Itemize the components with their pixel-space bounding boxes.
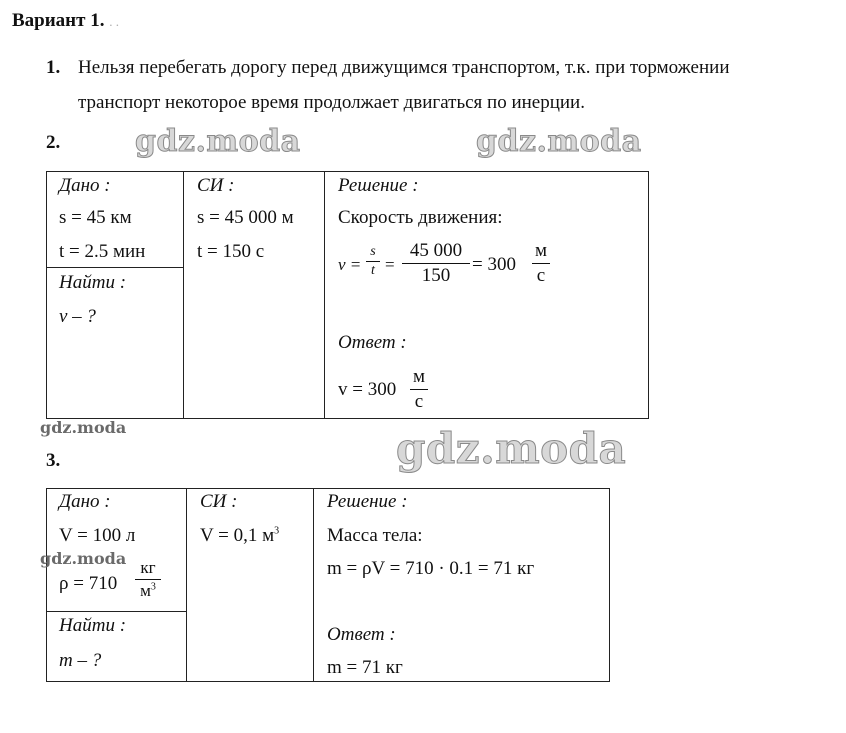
variant-title-text: Вариант 1. bbox=[12, 10, 105, 31]
watermark-4: gdz.moda bbox=[396, 424, 627, 473]
task3-si-V-exp: 3 bbox=[274, 525, 280, 537]
watermark-1: gdz.moda bbox=[135, 124, 301, 159]
task3-given-V: V = 100 л bbox=[59, 525, 136, 546]
watermark-2: gdz.moda bbox=[476, 124, 642, 159]
task3-answer-value: m = 71 кг bbox=[327, 657, 403, 678]
task3-si-V-base: V = 0,1 м bbox=[200, 525, 275, 546]
variant-dots: . . bbox=[109, 14, 119, 29]
task3-rho-unit-den bbox=[135, 581, 161, 601]
task2-solution-header: Решение : bbox=[338, 175, 419, 196]
task3-si-header: СИ : bbox=[200, 491, 238, 512]
task3-table bbox=[46, 488, 610, 682]
task2-find-v: v – ? bbox=[59, 306, 96, 327]
task2-fraction-num: 45 000 bbox=[409, 240, 463, 261]
task2-answer-header: Ответ : bbox=[338, 332, 407, 353]
task2-fraction-bar-2 bbox=[402, 263, 470, 264]
watermark-5: gdz.moda bbox=[40, 549, 127, 568]
task2-formula-eq: = bbox=[385, 255, 395, 274]
task2-si-header: СИ : bbox=[197, 175, 235, 196]
task2-answer-unit-den: с bbox=[414, 391, 424, 412]
task1-number: 1. bbox=[46, 57, 61, 78]
task3-solution-header: Решение : bbox=[327, 491, 408, 512]
task2-si-t: t = 150 с bbox=[197, 241, 265, 262]
task2-divider-2 bbox=[324, 171, 325, 419]
task2-fraction-s: s bbox=[370, 244, 376, 259]
task2-find-header: Найти : bbox=[59, 272, 127, 293]
task3-find-m: m – ? bbox=[59, 650, 102, 671]
task3-rho-unit-den-exp: 3 bbox=[150, 581, 156, 593]
task3-divider-1 bbox=[186, 488, 187, 682]
task3-formula: m = ρV = 710 · 0.1 = 71 кг bbox=[327, 558, 535, 579]
task2-unit-num: м bbox=[534, 240, 548, 261]
task2-formula-result: = 300 bbox=[472, 254, 516, 275]
variant-title bbox=[12, 10, 119, 32]
task3-given-rho: ρ = 710 bbox=[59, 573, 118, 594]
task3-rho-unit-den-base: м bbox=[140, 581, 151, 600]
task3-rho-unit-num: кг bbox=[140, 558, 156, 577]
task2-si-s: s = 45 000 м bbox=[197, 207, 294, 228]
task3-number: 3. bbox=[46, 450, 61, 471]
task2-given-find-divider bbox=[46, 267, 184, 268]
task1-line1: Нельзя перебегать дорогу перед движущимся транспортом, т.к. при торможении bbox=[78, 57, 730, 78]
task2-answer-value: v = 300 bbox=[338, 379, 397, 400]
task2-answer-unit-num: м bbox=[412, 366, 426, 387]
task3-rho-unit-fraction bbox=[135, 558, 161, 601]
task2-answer-unit-fraction bbox=[410, 366, 428, 413]
task2-fraction-values bbox=[402, 240, 470, 287]
task2-answer-unit-bar bbox=[410, 389, 428, 390]
task2-number: 2. bbox=[46, 132, 61, 153]
task2-given-header: Дано : bbox=[59, 175, 111, 196]
task2-given-s: s = 45 км bbox=[59, 207, 132, 228]
task3-given-find-divider bbox=[46, 611, 187, 612]
task3-find-header: Найти : bbox=[59, 615, 127, 636]
task2-fraction-s-t bbox=[366, 244, 380, 279]
task2-fraction-den: 150 bbox=[421, 265, 451, 286]
task2-fraction-t: t bbox=[371, 263, 375, 278]
task2-solution-text: Скорость движения: bbox=[338, 207, 503, 228]
watermark-3: gdz.moda bbox=[40, 418, 127, 437]
task3-given-header: Дано : bbox=[59, 491, 111, 512]
task2-unit-fraction bbox=[532, 240, 550, 287]
task2-divider-1 bbox=[183, 171, 184, 419]
task2-unit-bar bbox=[532, 263, 550, 264]
task3-rho-unit-bar bbox=[135, 579, 161, 580]
task2-fraction-bar-1 bbox=[366, 261, 380, 262]
task2-formula-v: v = bbox=[338, 255, 362, 274]
task3-divider-2 bbox=[313, 488, 314, 682]
task2-given-t: t = 2.5 мин bbox=[59, 241, 146, 262]
task3-solution-text: Масса тела: bbox=[327, 525, 423, 546]
task1-line2: транспорт некоторое время продолжает двигаться по инерции. bbox=[78, 92, 585, 113]
task3-si-V bbox=[200, 525, 279, 547]
task3-answer-header: Ответ : bbox=[327, 624, 396, 645]
task2-unit-den: с bbox=[536, 265, 546, 286]
